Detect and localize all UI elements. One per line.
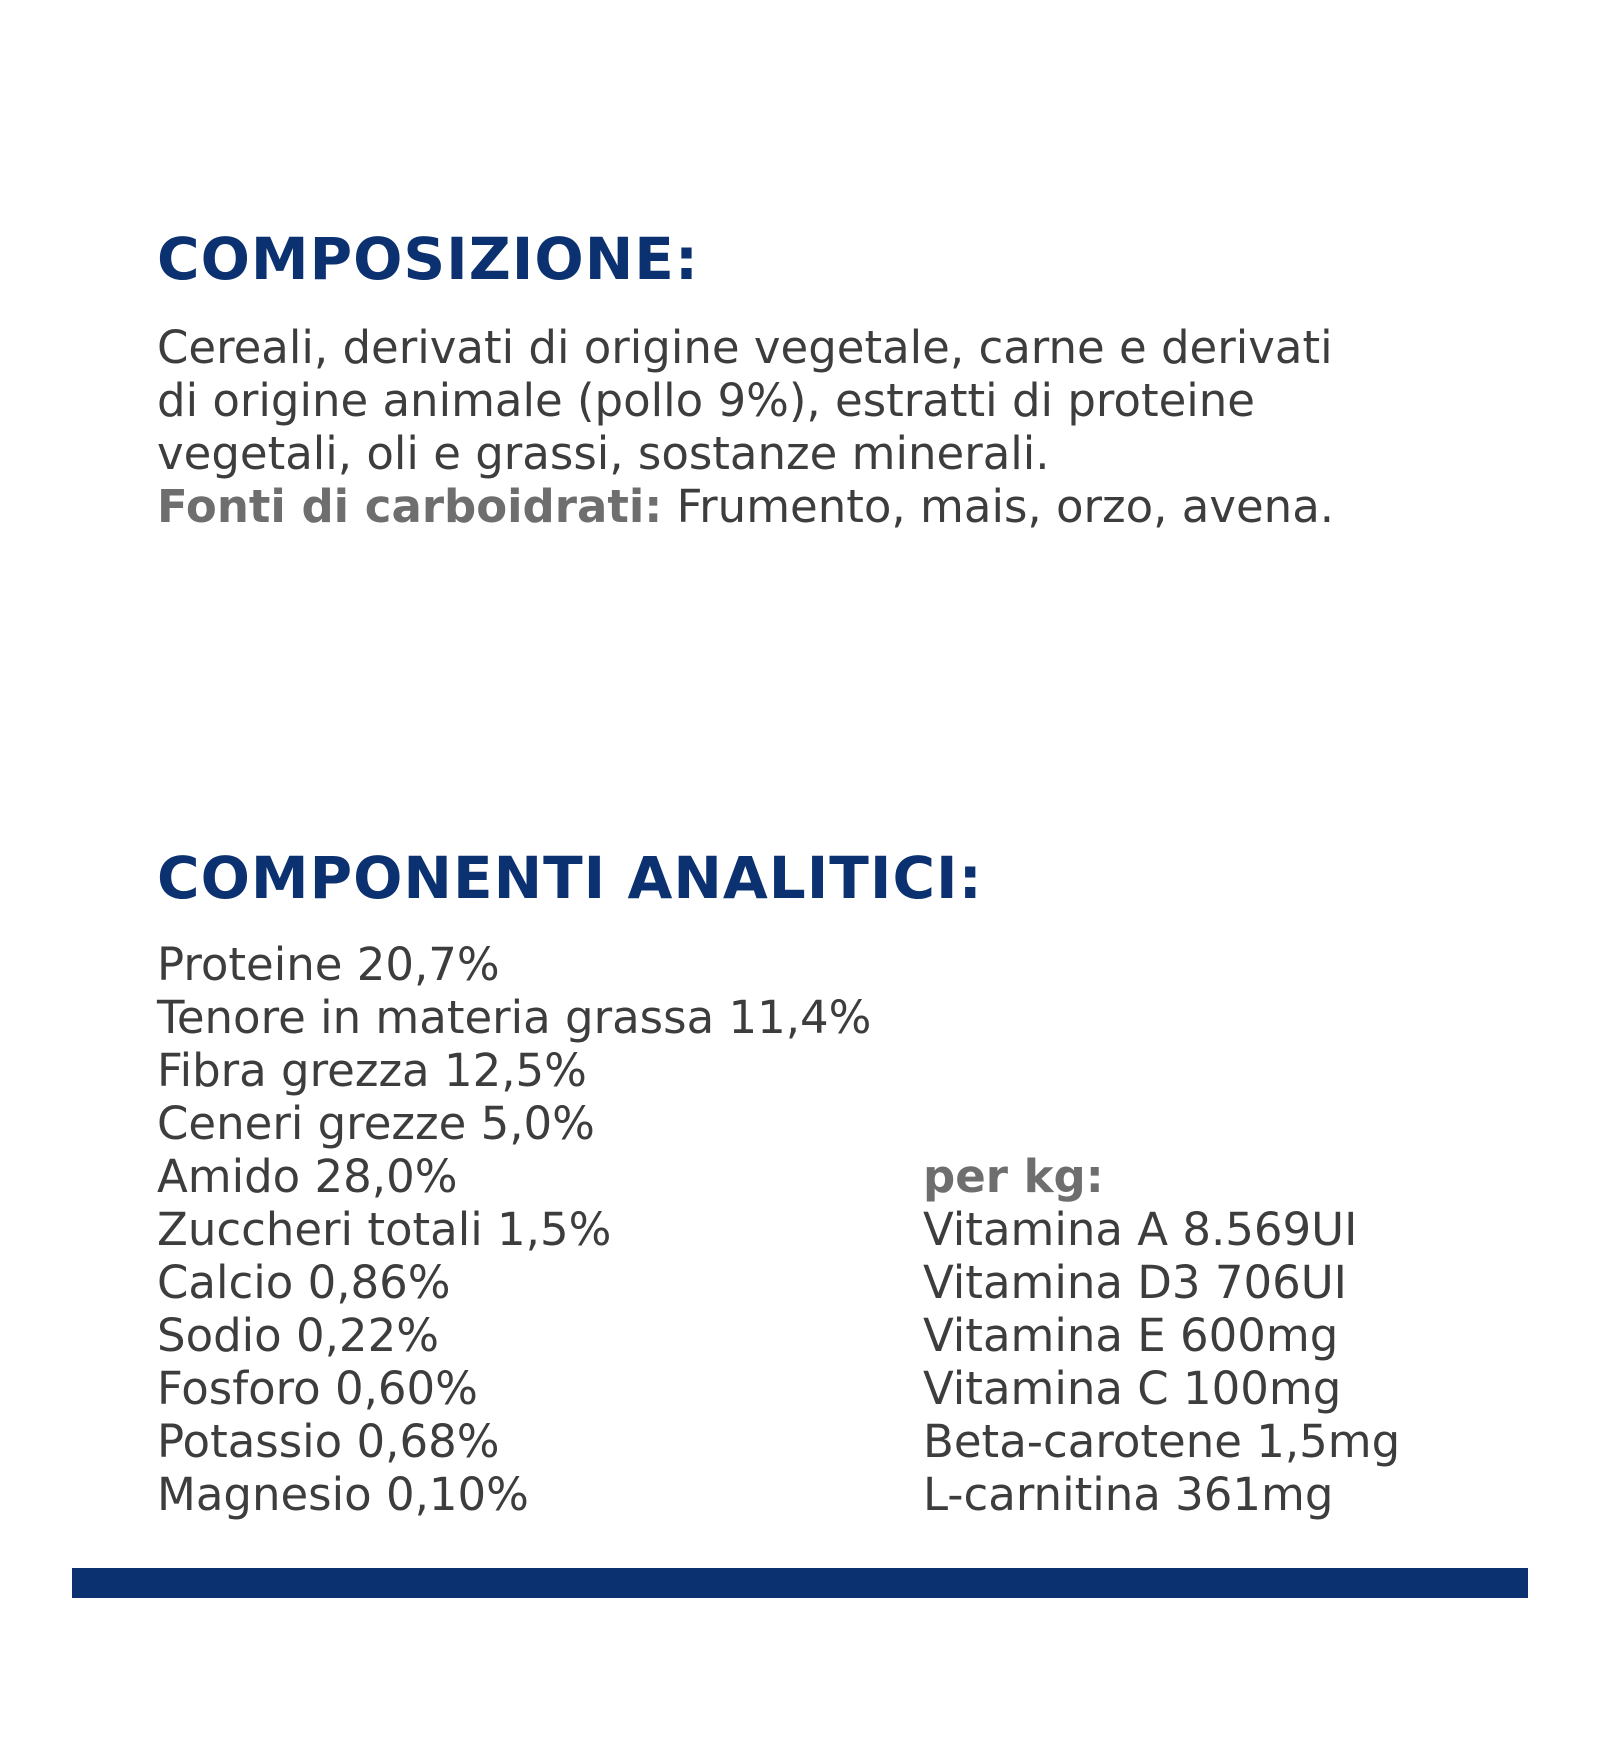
per-kg-block	[923, 1150, 1400, 1521]
analytic-components-list	[157, 938, 871, 1521]
per-kg-item: Vitamina D3 706UI	[923, 1256, 1347, 1309]
per-kg-item: Beta-carotene 1,5mg	[923, 1415, 1401, 1468]
analytic-item: Calcio 0,86%	[157, 1256, 451, 1309]
analytic-item: Fibra grezza 12,5%	[157, 1044, 587, 1097]
composizione-line: di origine animale (pollo 9%), estratti di proteine	[157, 374, 1255, 427]
analytic-item: Proteine 20,7%	[157, 938, 500, 991]
analytic-item: Magnesio 0,10%	[157, 1468, 529, 1521]
composizione-text	[157, 321, 1334, 533]
analytic-item: Zuccheri totali 1,5%	[157, 1203, 612, 1256]
analytic-item: Potassio 0,68%	[157, 1415, 500, 1468]
per-kg-item: Vitamina E 600mg	[923, 1309, 1339, 1362]
per-kg-list	[923, 1203, 1400, 1521]
composizione-heading: COMPOSIZIONE:	[157, 225, 700, 293]
carb-sources-line	[157, 480, 1334, 533]
analytic-item: Ceneri grezze 5,0%	[157, 1097, 595, 1150]
carb-sources-label: Fonti di carboidrati:	[157, 480, 663, 533]
per-kg-item: Vitamina A 8.569UI	[923, 1203, 1358, 1256]
per-kg-item: Vitamina C 100mg	[923, 1362, 1342, 1415]
analytic-item: Tenore in materia grassa 11,4%	[157, 991, 872, 1044]
footer-divider-bar	[72, 1568, 1528, 1598]
per-kg-label: per kg:	[923, 1150, 1104, 1203]
composizione-line: vegetali, oli e grassi, sostanze minerali.	[157, 427, 1050, 480]
componenti-heading: COMPONENTI ANALITICI:	[157, 844, 983, 912]
carb-sources-value: Frumento, mais, orzo, avena.	[662, 480, 1335, 533]
analytic-item: Amido 28,0%	[157, 1150, 458, 1203]
composizione-line: Cereali, derivati di origine vegetale, carne e derivati	[157, 321, 1333, 374]
per-kg-item: L-carnitina 361mg	[923, 1468, 1334, 1521]
analytic-item: Sodio 0,22%	[157, 1309, 439, 1362]
analytic-item: Fosforo 0,60%	[157, 1362, 478, 1415]
